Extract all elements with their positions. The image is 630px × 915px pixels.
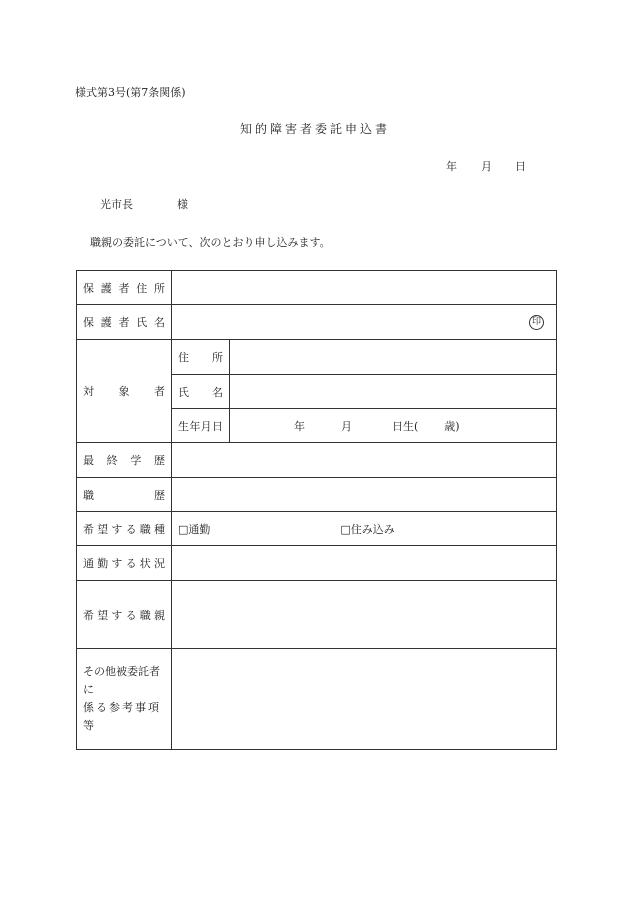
work-history-label: 職歴: [77, 478, 172, 512]
subject-name-label: 氏名: [172, 375, 230, 409]
other-notes-field[interactable]: [172, 649, 557, 750]
birth-day-label: 日生(: [392, 419, 419, 433]
other-notes-label-line2: 係る参考事項等: [83, 701, 161, 732]
desired-parent-field[interactable]: [172, 581, 557, 649]
subject-label: 対象者: [77, 340, 172, 443]
addressee-honorific: 様: [177, 198, 188, 211]
document-title: 知的障害者委託申込書: [239, 122, 390, 136]
guardian-name-field[interactable]: [172, 305, 557, 340]
table-row: [77, 443, 557, 478]
addressee-name: 光市長: [100, 198, 133, 211]
subject-address-label: 住所: [172, 340, 230, 375]
table-row: [77, 649, 557, 750]
addressee: [100, 196, 188, 212]
birth-age-label: 歳): [444, 419, 460, 433]
table-row: [77, 581, 557, 649]
work-history-field[interactable]: [172, 478, 557, 512]
date-year-label: 年: [446, 160, 457, 173]
date-day-label: 日: [515, 160, 526, 173]
other-notes-label: [77, 649, 172, 750]
subject-birth-label: 生年月日: [172, 409, 230, 443]
guardian-name-label: 保護者氏名: [77, 305, 172, 340]
commute-checkbox[interactable]: □通勤: [178, 522, 211, 536]
guardian-address-field[interactable]: [172, 271, 557, 305]
education-label: 最終学歴: [77, 443, 172, 478]
seal-mark: 印: [529, 315, 544, 330]
desired-type-field: [172, 512, 557, 546]
live-in-checkbox[interactable]: □住み込み: [340, 522, 395, 536]
commute-status-label: 通勤する状況: [77, 546, 172, 581]
table-row: [77, 512, 557, 546]
date-month-label: 月: [481, 160, 492, 173]
subject-birth-field[interactable]: [230, 409, 557, 443]
subject-address-field[interactable]: [230, 340, 557, 375]
commute-status-field[interactable]: [172, 546, 557, 581]
other-notes-label-line1: その他被委託者に: [83, 665, 160, 696]
table-row: [77, 340, 557, 375]
birth-month-label: 月: [341, 419, 352, 433]
table-row: [77, 478, 557, 512]
desired-type-label: 希望する職種: [77, 512, 172, 546]
subject-name-field[interactable]: [230, 375, 557, 409]
table-row: [77, 546, 557, 581]
table-row: [77, 271, 557, 305]
table-row: [77, 305, 557, 340]
guardian-address-label: 保護者住所: [77, 271, 172, 305]
application-table: [76, 270, 557, 750]
intro-text: 職親の委託について、次のとおり申し込みます。: [90, 236, 331, 249]
desired-parent-label: 希望する職親: [77, 581, 172, 649]
birth-year-label: 年: [294, 419, 305, 433]
education-field[interactable]: [172, 443, 557, 478]
form-number-label: 様式第3号(第7条関係): [75, 86, 186, 99]
